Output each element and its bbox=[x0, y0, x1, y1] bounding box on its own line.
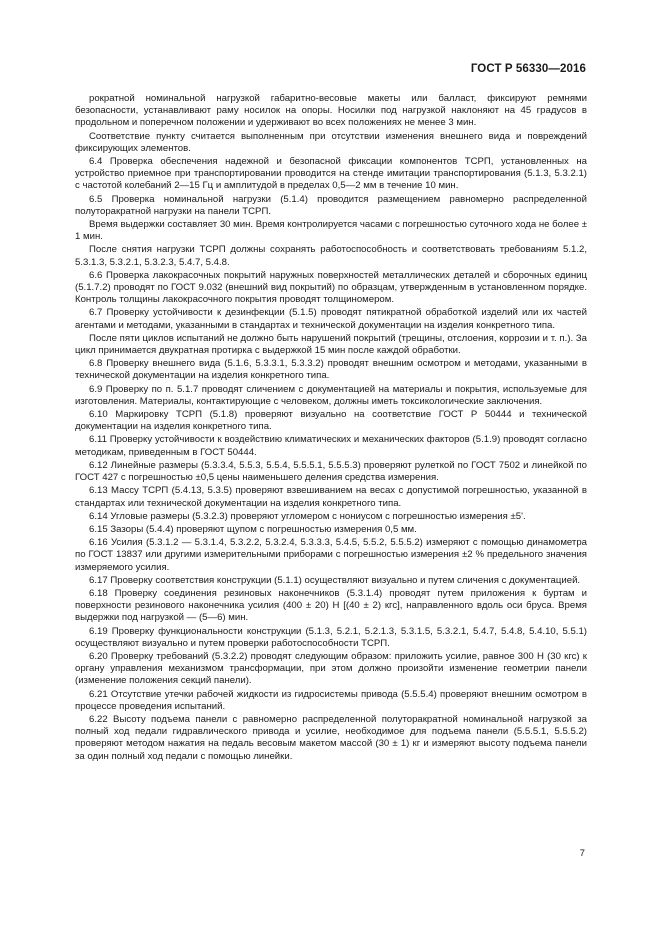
paragraph: После снятия нагрузки ТСРП должны сохранять работоспособность и соответствовать требованиям 5.1.2, 5.3.1.3, 5.3.2.1, 5.3.2.3, 5.4.7, 5.4.8. bbox=[75, 244, 587, 268]
paragraph-6-13: 6.13 Массу ТСРП (5.4.13, 5.3.5) проверяют взвешиванием на весах с допустимой погрешностью, указанной в стандартах или технической документации на изделия конкретного типа. bbox=[75, 485, 587, 509]
paragraph-6-19: 6.19 Проверку функциональности конструкции (5.1.3, 5.2.1, 5.2.1.3, 5.3.1.5, 5.3.2.1, 5.4.7, 5.4.8, 5.4.10, 5.5.1) осуществляют визуально и путем проверки работоспособности ТСРП. bbox=[75, 625, 587, 649]
paragraph-6-16: 6.16 Усилия (5.3.1.2 — 5.3.1.4, 5.3.2.2, 5.3.2.4, 5.3.3.3, 5.4.5, 5.5.2, 5.5.5.2) измеряют с помощью динамометра по ГОСТ 13837 или другими измерительными приборами с погрешностью измерения ±2 % предельного значения измеряемого усилия. bbox=[75, 537, 587, 573]
paragraph-6-5: 6.5 Проверка номинальной нагрузки (5.1.4) проводится размещением равномерно распределенной полуторакратной нагрузки на панели ТСРП. bbox=[75, 193, 587, 217]
paragraph-6-6: 6.6 Проверка лакокрасочных покрытий наружных поверхностей металлических деталей и сборочных единиц (5.1.7.2) проводят по ГОСТ 9.032 (внешний вид покрытий) по образцам, утвержденным в установленном порядке. Контроль толщины лакокрасочного покрытия проводят толщиномером. bbox=[75, 269, 587, 306]
paragraph-6-7: 6.7 Проверку устойчивости к дезинфекции (5.1.5) проводят пятикратной обработкой изделий или их частей агентами и методами, указанными в стандартах и технической документации на изделия конкретного типа. bbox=[75, 307, 587, 331]
paragraph-6-21: 6.21 Отсутствие утечки рабочей жидкости из гидросистемы привода (5.5.5.4) проверяют внешним осмотром в процессе проведения испытаний. bbox=[75, 688, 587, 712]
paragraph: Соответствие пункту считается выполненным при отсутствии изменения внешнего вида и повреждений фиксирующих элементов. bbox=[75, 130, 587, 154]
paragraph: После пяти циклов испытаний не должно быть нарушений покрытий (трещины, отслоения, коррозии и т. п.). За цикл принимается двукратная протирка с выдержкой 15 мин после каждой обработки. bbox=[75, 332, 587, 357]
paragraph-6-10: 6.10 Маркировку ТСРП (5.1.8) проверяют визуально на соответствие ГОСТ Р 50444 и технической документации на изделия конкретного типа. bbox=[75, 409, 587, 433]
document-header: ГОСТ Р 56330—2016 bbox=[470, 63, 586, 75]
page-number: 7 bbox=[579, 848, 585, 859]
paragraph: Время выдержки составляет 30 мин. Время контролируется часами с погрешностью суточного хода не более ± 1 мин. bbox=[75, 219, 587, 243]
paragraph-6-18: 6.18 Проверку соединения резиновых наконечников (5.3.1.4) проводят путем приложения к буртам и поверхности резинового наконечника усилия (400 ± 20) Н [(40 ± 2) кгс], направленного вдоль оси бруса. Время выдержки под нагрузкой — (5—6) мин. bbox=[75, 587, 587, 624]
paragraph-6-22: 6.22 Высоту подъема панели с равномерно распределенной полуторакратной номинальной нагрузкой за полный ход педали гидравлического привода и усилие, необходимое для подъема панели (5.5.5.1, 5.5.5.2) проверяют методом нажатия на педаль весовым макетом массой (30 ± 1) кг и измеряют высоту подъема панели за один полный ход педали с помощью линейки. bbox=[75, 713, 587, 762]
paragraph-6-9: 6.9 Проверку по п. 5.1.7 проводят сличением с документацией на материалы и покрытия, используемые для изготовления. Материалы, контактирующие с человеком, должны иметь токсикологические заключения. bbox=[75, 383, 587, 407]
paragraph-6-12: 6.12 Линейные размеры (5.3.3.4, 5.5.3, 5.5.4, 5.5.5.1, 5.5.5.3) проверяют рулеткой по ГОСТ 7502 и линейкой по ГОСТ 427 с погрешностью ±0,5 цены наименьшего деления средства измерения. bbox=[75, 459, 587, 484]
paragraph-6-8: 6.8 Проверку внешнего вида (5.1.6, 5.3.3.1, 5.3.3.2) проводят внешним осмотром и методами, указанными в технической документации на изделия конкретного типа. bbox=[75, 358, 587, 382]
document-body bbox=[75, 93, 587, 764]
paragraph-6-11: 6.11 Проверку устойчивости к воздействию климатических и механических факторов (5.1.9) проводят согласно методикам, приведенным в ГОСТ 50444. bbox=[75, 434, 587, 458]
paragraph-6-15: 6.15 Зазоры (5.4.4) проверяют щупом с погрешностью измерения 0,5 мм. bbox=[89, 523, 417, 535]
paragraph-6-17: 6.17 Проверку соответствия конструкции (5.1.1) осуществляют визуально и путем сличения с документацией. bbox=[89, 574, 581, 586]
paragraph-6-20: 6.20 Проверку требований (5.3.2.2) проводят следующим образом: приложить усилие, равное 300 Н (30 кгс) к органу управления механизмом трансформации, при этом должно произойти изменение геометрии панели (изменение положения секций панели). bbox=[75, 650, 587, 687]
paragraph-6-4: 6.4 Проверка обеспечения надежной и безопасной фиксации компонентов ТСРП, установленных на устройство приемное при транспортировании проводится на стенде имитации транспортирования (5.1.3, 5.3.2.1) с частотой колебаний 2—15 Гц и амплитудой в пределах 0,5—2 мм в течение 10 мин. bbox=[75, 156, 587, 192]
paragraph-continuation: рократной номинальной нагрузкой габаритно-весовые макеты или балласт, фиксируют ремнями безопасности, устанавливают раму носилок на опоры. Носилки под нагрузкой наклоняют на 45 градусов в продольном и поперечном положении и удерживают во всех положениях не менее 3 мин. bbox=[75, 93, 587, 129]
paragraph-6-14: 6.14 Угловые размеры (5.3.2.3) проверяют угломером с нониусом с погрешностью измерения ±5'. bbox=[89, 510, 526, 522]
